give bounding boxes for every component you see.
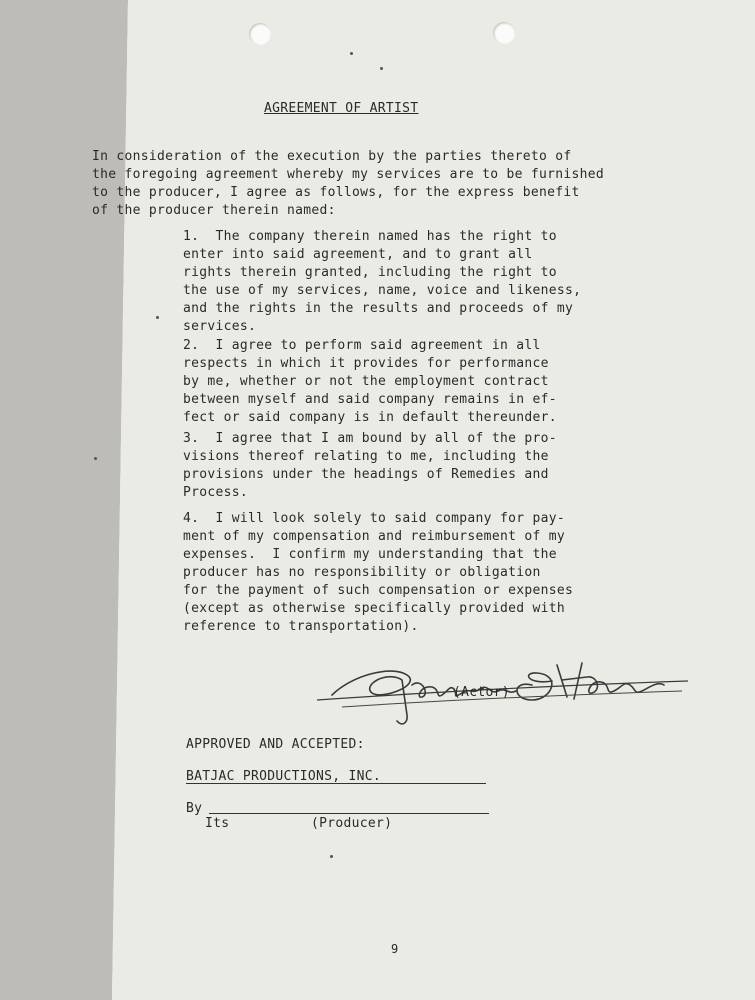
clause-line: 2. I agree to perform said agreement in all [183, 338, 541, 353]
clause-line: visions thereof relating to me, including the [183, 449, 549, 464]
clause-line: rights therein granted, including the right to [183, 265, 557, 280]
clause-line: reference to transportation). [183, 619, 419, 634]
company-underline [186, 783, 486, 784]
clause-line: respects in which it provides for performance [183, 356, 549, 371]
clause-line: producer has no responsibility or obligation [183, 565, 541, 580]
clause-line: for the payment of such compensation or expenses [183, 583, 574, 598]
clause-line: by me, whether or not the employment contract [183, 374, 549, 389]
clause-1 [183, 228, 581, 336]
clause-4 [183, 510, 573, 636]
intro-line: to the producer, I agree as follows, for the express benefit [92, 185, 580, 200]
clause-line: and the rights in the results and proceeds of my [183, 301, 574, 316]
clause-line: (except as otherwise specifically provided with [183, 601, 565, 616]
stray-mark [156, 316, 159, 319]
intro-line: the foregoing agreement whereby my services are to be furnished [92, 167, 604, 182]
clause-line: ment of my compensation and reimbursement of my [183, 529, 565, 544]
by-label: By [186, 801, 203, 816]
page-number: 9 [391, 942, 399, 956]
intro-line: In consideration of the execution by the parties thereto of [92, 149, 572, 164]
punch-hole-right [493, 22, 515, 44]
its-label: Its [205, 816, 230, 831]
clause-line: 4. I will look solely to said company for pay- [183, 511, 565, 526]
clause-line: provisions under the headings of Remedies and [183, 467, 549, 482]
actor-label: (Actor) [453, 685, 510, 700]
company-name: BATJAC PRODUCTIONS, INC. [186, 769, 382, 784]
intro-line: of the producer therein named: [92, 203, 336, 218]
clause-line: 3. I agree that I am bound by all of the pro- [183, 431, 557, 446]
by-signature-line [209, 813, 489, 814]
clause-3 [183, 430, 557, 502]
clause-line: Process. [183, 485, 249, 500]
punch-hole-left [249, 23, 271, 45]
intro-paragraph [92, 148, 604, 220]
producer-label: (Producer) [311, 816, 393, 831]
clause-line: services. [183, 319, 257, 334]
approval-heading: APPROVED AND ACCEPTED: [186, 737, 365, 752]
document-title: AGREEMENT OF ARTIST [264, 101, 419, 116]
stray-mark [350, 52, 353, 55]
clause-line: between myself and said company remains in ef- [183, 392, 557, 407]
clause-line: 1. The company therein named has the right to [183, 229, 557, 244]
clause-2 [183, 337, 557, 427]
stray-mark [330, 855, 333, 858]
clause-line: fect or said company is in default thereunder. [183, 410, 557, 425]
clause-line: expenses. I confirm my understanding that the [183, 547, 557, 562]
clause-line: enter into said agreement, and to grant all [183, 247, 533, 262]
clause-line: the use of my services, name, voice and likeness, [183, 283, 582, 298]
stray-mark [94, 457, 97, 460]
stray-mark [380, 67, 383, 70]
